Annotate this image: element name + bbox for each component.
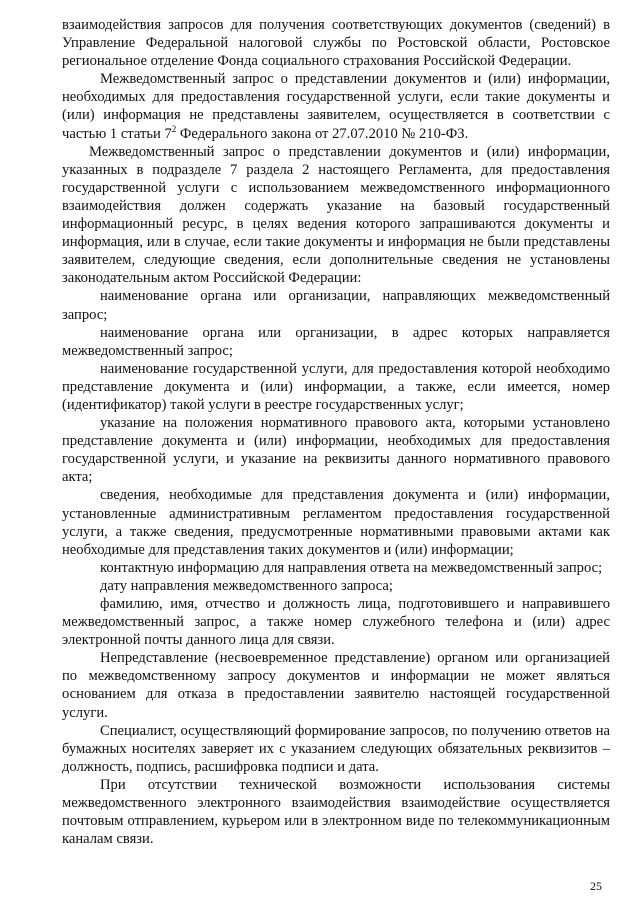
paragraph: Непредставление (несвоевременное представление) органом или организацией по межведомственному запросу документов и информации не может являться основанием для отказа в предоставлении заявителю настоящей государственной услуги. [62, 650, 610, 721]
paragraph: Специалист, осуществляющий формирование запросов, по получению ответов на бумажных носителях заверяет их с указанием следующих обязательных реквизитов – должность, подпись, расшифровка подписи и дата. [62, 722, 610, 775]
paragraph: взаимодействия запросов для получения соответствующих документов (сведений) в Управление Федеральной налоговой службы по Ростовской области, Ростовское региональное отделение Фонда социального страхования Российской Федерации. [62, 17, 610, 70]
list-item: наименование органа или организации, в адрес которых направляется межведомственный запрос; [62, 324, 610, 359]
list-item: сведения, необходимые для представления документа и (или) информации, установленные административным регламентом предоставления государственной услуги, а также сведения, предусмотренные нормативными правовыми актами как необходимые для представления таких документов и (или) информации; [62, 487, 610, 558]
superscript: 2 [171, 123, 177, 134]
list-item: фамилию, имя, отчество и должность лица, подготовившего и направившего межведомственный запрос, а также номер служебного телефона и (или) адрес электронной почты данного лица для связи. [62, 596, 610, 649]
paragraph: При отсутствии технической возможности использования системы межведомственного электронного взаимодействия взаимодействие осуществляется почтовым отправлением, курьером или в электронном виде по телекоммуникационным каналам связи. [62, 776, 610, 848]
list-item: указание на положения нормативного правового акта, которыми установлено представление документа и (или) информации, необходимых для предоставления государственной услуги, и указание на реквизиты данного нормативного правового акта; [62, 415, 610, 486]
paragraph: Межведомственный запрос о представлении документов и (или) информации, необходимых для предоставления государственной услуги, если такие документы и (или) информация не представлены заявителем, осуществляется в соответствии с частью 1 статьи $7^2$ Федерального закона от 27.07.2010 № 210-ФЗ. [62, 71, 610, 142]
list-item: наименование органа или организации, направляющих межведомственный запрос; [62, 288, 610, 323]
document-body [62, 16, 610, 848]
list-item: контактную информацию для направления ответа на межведомственный запрос; [100, 559, 603, 576]
list-item: дату направления межведомственного запроса; [100, 577, 393, 594]
list-item: наименование государственной услуги, для предоставления которой необходимо представление документа и (или) информации, а также, если имеется, номер (идентификатор) такой услуги в реестре государственных услуг; [62, 360, 610, 413]
paragraph: Межведомственный запрос о представлении документов и (или) информации, указанных в подразделе 7 раздела 2 настоящего Регламента, для предоставления государственной услуги с использованием межведомственного информационного взаимодействия должен содержать указание на базовый государственный информационный ресурс, в целях ведения которого запрашиваются документы и информация, или в случае, если такие документы и информация не были представлены заявителем, следующие сведения, если дополнительные сведения не установлены законодательным актом Российской Федерации: [62, 143, 610, 287]
page-number: 25 [590, 879, 602, 893]
